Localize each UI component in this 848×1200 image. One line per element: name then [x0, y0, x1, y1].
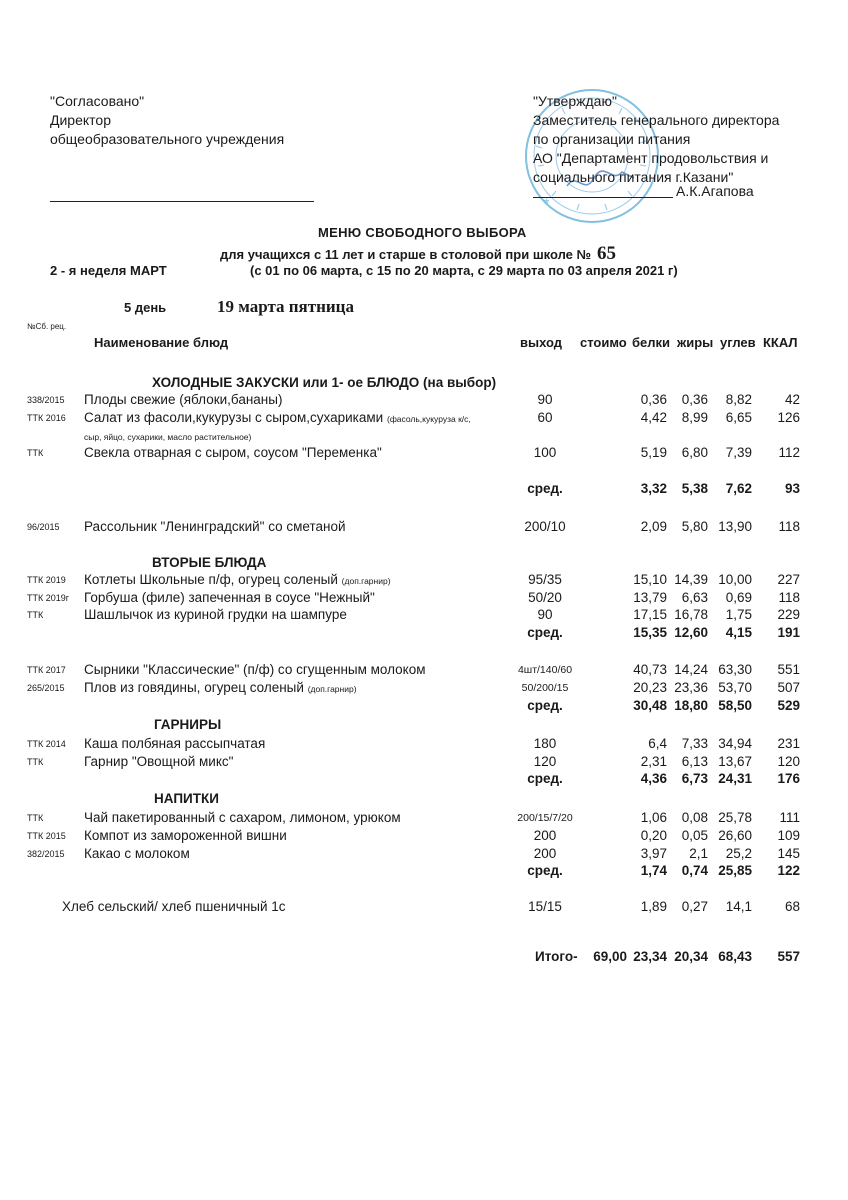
dish-carbs: 25,2 [725, 846, 752, 861]
dish-kcal: 111 [779, 810, 800, 825]
school-number: 65 [597, 243, 617, 264]
dish-fat: 0,05 [681, 828, 708, 843]
signatory-name: А.К.Агапова [676, 183, 754, 199]
dish-yield: 95/35 [528, 572, 562, 587]
approval-right-position: Заместитель генерального директора [533, 112, 780, 128]
approval-right-dept: по организации питания [533, 131, 691, 147]
dish-kcal: 126 [777, 410, 800, 425]
dish-protein: 6,4 [648, 736, 667, 751]
dish-protein: 1,06 [640, 810, 667, 825]
dish-yield: 90 [537, 392, 553, 407]
dish-kcal: 118 [778, 519, 800, 534]
dish-kcal: 551 [777, 662, 800, 677]
avg-kcal: 176 [777, 771, 800, 786]
dish-name [84, 680, 357, 695]
dish-yield: 60 [537, 410, 553, 425]
dish-yield: 50/20 [528, 590, 562, 605]
dish-name: Сырники "Классические" (п/ф) со сгущенным молоком [84, 662, 426, 677]
approval-right [533, 92, 779, 187]
avg-carbs: 7,62 [725, 481, 752, 496]
dish-carbs: 8,82 [725, 392, 752, 407]
dish-name: Горбуша (филе) запеченная в соусе "Нежный" [84, 590, 375, 605]
avg-label: сред. [527, 771, 563, 786]
avg-protein: 4,36 [640, 771, 667, 786]
dish-note: (фасоль,кукуруза к/с, [386, 414, 471, 424]
avg-fat: 12,60 [674, 625, 708, 640]
dish-name: Гарнир "Овощной микс" [84, 754, 234, 769]
dish-name-text: Плов из говядины, огурец соленый [84, 680, 304, 695]
dish-fat: 6,63 [681, 590, 708, 605]
week-label: 2 - я неделя МАРТ [50, 263, 167, 278]
table-row [0, 899, 848, 916]
page-subtitle [220, 243, 616, 265]
avg-kcal: 191 [777, 625, 800, 640]
dish-carbs: 34,94 [718, 736, 752, 751]
dish-fat: 8,99 [681, 410, 708, 425]
approval-right-title: "Утверждаю" [533, 93, 617, 109]
dish-carbs: 13,67 [718, 754, 752, 769]
dish-carbs: 7,39 [725, 445, 752, 460]
average-row [0, 481, 848, 498]
dish-kcal: 118 [778, 590, 800, 605]
total-label: Итого- [535, 949, 578, 964]
table-row [0, 736, 848, 753]
recipe-code: ТТК 2014 [27, 739, 66, 749]
dish-fat: 6,80 [681, 445, 708, 460]
average-row [0, 698, 848, 715]
dish-carbs: 63,30 [718, 662, 752, 677]
dish-fat: 0,08 [681, 810, 708, 825]
avg-carbs: 58,50 [718, 698, 752, 713]
recipe-code: 382/2015 [27, 849, 65, 859]
dish-fat: 0,36 [681, 392, 708, 407]
table-row [0, 846, 848, 863]
page-title: МЕНЮ СВОБОДНОГО ВЫБОРА [318, 225, 527, 240]
dish-kcal: 68 [784, 899, 800, 914]
svg-text:*: * [544, 195, 550, 211]
avg-kcal: 122 [777, 863, 800, 878]
dish-name: Свекла отварная с сыром, соусом "Переменка" [84, 445, 382, 460]
dish-protein: 17,15 [633, 607, 667, 622]
dish-protein: 15,10 [633, 572, 667, 587]
dish-name: Рассольник "Ленинградский" со сметаной [84, 519, 346, 534]
total-carbs: 68,43 [718, 949, 752, 964]
recipe-code: ТТК 2015 [27, 831, 66, 841]
table-row [0, 754, 848, 771]
avg-protein: 3,32 [640, 481, 667, 496]
table-row [0, 392, 848, 409]
dish-kcal: 42 [784, 392, 800, 407]
dish-kcal: 507 [777, 680, 800, 695]
table-row [0, 607, 848, 624]
approval-left-org: общеобразовательного учреждения [50, 131, 285, 147]
average-row [0, 863, 848, 880]
dish-kcal: 231 [777, 736, 800, 751]
dish-protein: 3,97 [640, 846, 667, 861]
dish-yield: 200/15/7/20 [517, 812, 573, 824]
dish-protein: 4,42 [640, 410, 667, 425]
dish-carbs: 0,69 [725, 590, 752, 605]
dish-carbs: 13,90 [718, 519, 752, 534]
table-row [0, 410, 848, 427]
table-row [0, 810, 848, 827]
dish-fat: 0,27 [681, 899, 708, 914]
recipe-code: ТТК [27, 757, 44, 767]
total-protein: 23,34 [633, 949, 667, 964]
recipe-code: 265/2015 [27, 683, 65, 693]
dish-name: Какао с молоком [84, 846, 190, 861]
avg-protein: 1,74 [640, 863, 667, 878]
day-label: 5 день [124, 300, 167, 315]
dish-kcal: 227 [777, 572, 800, 587]
col-kcal: ККАЛ [763, 335, 798, 350]
dish-note: (доп.гарнир) [307, 684, 357, 694]
dish-protein: 1,89 [640, 899, 667, 914]
dish-fat: 6,13 [681, 754, 708, 769]
dish-fat: 2,1 [689, 846, 708, 861]
dish-carbs: 6,65 [725, 410, 752, 425]
period-label: (с 01 по 06 марта, с 15 по 20 марта, с 29 марта по 03 апреля 2021 г) [250, 263, 678, 278]
avg-label: сред. [527, 863, 563, 878]
dish-yield: 4шт/140/60 [517, 664, 573, 676]
signature-line-right [533, 197, 673, 198]
dish-fat: 14,39 [674, 572, 708, 587]
section-garnish: ГАРНИРЫ [154, 717, 222, 732]
avg-fat: 18,80 [674, 698, 708, 713]
dish-yield: 50/200/15 [521, 682, 569, 694]
recipe-code: ТТК 2016 [27, 413, 66, 423]
approval-left-title: "Согласовано" [50, 93, 145, 109]
approval-right-org-cont: социального питания г.Казани" [533, 169, 734, 185]
dish-kcal: 112 [778, 445, 800, 460]
dish-fat: 7,33 [681, 736, 708, 751]
total-row [0, 949, 848, 966]
dish-carbs: 25,78 [718, 810, 752, 825]
subtitle-text: для учащихся с 11 лет и старше в столовой при школе № [220, 247, 592, 262]
dish-yield: 180 [533, 736, 557, 751]
recipe-code: ТТК 2017 [27, 665, 66, 675]
dish-protein: 0,20 [640, 828, 667, 843]
dish-yield: 90 [537, 607, 553, 622]
avg-carbs: 4,15 [725, 625, 752, 640]
dish-protein: 2,09 [640, 519, 667, 534]
dish-name: Хлеб сельский/ хлеб пшеничный 1с [62, 899, 286, 914]
dish-yield: 100 [533, 445, 557, 460]
avg-protein: 15,35 [633, 625, 667, 640]
recipe-code: ТТК [27, 813, 44, 823]
recipe-code: ТТК 2019 [27, 575, 66, 585]
dish-carbs: 1,75 [725, 607, 752, 622]
col-protein: белки [632, 335, 671, 350]
dish-yield: 120 [533, 754, 557, 769]
dish-name [84, 410, 471, 425]
col-fat: жиры [677, 335, 714, 350]
dish-protein: 20,23 [633, 680, 667, 695]
dish-carbs: 53,70 [718, 680, 752, 695]
recipe-code: ТТК [27, 448, 44, 458]
signature-line-left [50, 201, 314, 202]
total-fat: 20,34 [674, 949, 708, 964]
table-row [0, 662, 848, 679]
table-row [0, 572, 848, 589]
dish-kcal: 120 [777, 754, 800, 769]
section-drinks: НАПИТКИ [154, 791, 219, 806]
dish-protein: 2,31 [640, 754, 667, 769]
avg-label: сред. [527, 698, 563, 713]
average-row [0, 625, 848, 642]
col-name: Наименование блюд [94, 335, 229, 350]
approval-left-position: Директор [50, 112, 111, 128]
dish-name-text: Котлеты Школьные п/ф, огурец соленый [84, 572, 338, 587]
avg-kcal: 93 [784, 481, 800, 496]
dish-yield: 200 [533, 828, 557, 843]
avg-kcal: 529 [777, 698, 800, 713]
avg-label: сред. [527, 625, 563, 640]
dish-protein: 40,73 [633, 662, 667, 677]
section-second: ВТОРЫЕ БЛЮДА [152, 555, 267, 570]
table-row [0, 680, 848, 697]
dish-name [84, 572, 391, 587]
dish-name: Каша полбяная рассыпчатая [84, 736, 266, 751]
dish-protein: 0,36 [640, 392, 667, 407]
dish-carbs: 26,60 [718, 828, 752, 843]
dish-fat: 23,36 [674, 680, 708, 695]
dish-name: Шашлычок из куриной грудки на шампуре [84, 607, 347, 622]
dish-name-text: Салат из фасоли,кукурузы с сыром,сухариками [84, 410, 384, 425]
avg-carbs: 24,31 [718, 771, 752, 786]
dish-kcal: 145 [777, 846, 800, 861]
average-row [0, 771, 848, 788]
dish-name: Плоды свежие (яблоки,бананы) [84, 392, 283, 407]
recipe-code: ТТК 2019г [27, 593, 70, 603]
approval-left [50, 92, 284, 149]
dish-carbs: 14,1 [725, 899, 752, 914]
avg-fat: 5,38 [681, 481, 708, 496]
dish-yield: 15/15 [528, 899, 562, 914]
dish-name: Чай пакетированный с сахаром, лимоном, урюком [84, 810, 401, 825]
avg-label: сред. [527, 481, 563, 496]
col-recipe-no: №Сб. рец. [27, 322, 67, 331]
dish-carbs: 10,00 [718, 572, 752, 587]
recipe-code: 338/2015 [27, 395, 65, 405]
dish-protein: 13,79 [633, 590, 667, 605]
avg-fat: 6,73 [681, 771, 708, 786]
section-cold: ХОЛОДНЫЕ ЗАКУСКИ или 1- ое БЛЮДО (на выбор) [152, 375, 497, 390]
dish-note: (доп.гарнир) [341, 576, 391, 586]
recipe-code: ТТК [27, 610, 44, 620]
dish-fat: 14,24 [674, 662, 708, 677]
table-row [0, 445, 848, 462]
avg-protein: 30,48 [633, 698, 667, 713]
dish-kcal: 229 [777, 607, 800, 622]
dish-fat: 16,78 [674, 607, 708, 622]
date-label: 19 марта пятница [217, 297, 354, 316]
table-row [0, 828, 848, 845]
dish-fat: 5,80 [681, 519, 708, 534]
col-carbs: углев [720, 335, 756, 350]
table-row [0, 590, 848, 607]
col-yield: выход [520, 335, 563, 350]
total-kcal: 557 [777, 949, 800, 964]
avg-fat: 0,74 [681, 863, 708, 878]
dish-protein: 5,19 [640, 445, 667, 460]
dish-ingredients: сыр, яйцо, сухарики, масло растительное) [84, 432, 252, 442]
dish-yield: 200 [533, 846, 557, 861]
recipe-code: 96/2015 [27, 522, 60, 532]
col-cost: стоимо [580, 335, 627, 350]
table-row [0, 519, 848, 536]
avg-carbs: 25,85 [718, 863, 752, 878]
dish-kcal: 109 [777, 828, 800, 843]
dish-yield: 200/10 [524, 519, 566, 534]
total-cost: 69,00 [593, 949, 627, 964]
approval-right-org: АО "Департамент продовольствия и [533, 150, 769, 166]
dish-name: Компот из замороженной вишни [84, 828, 287, 843]
